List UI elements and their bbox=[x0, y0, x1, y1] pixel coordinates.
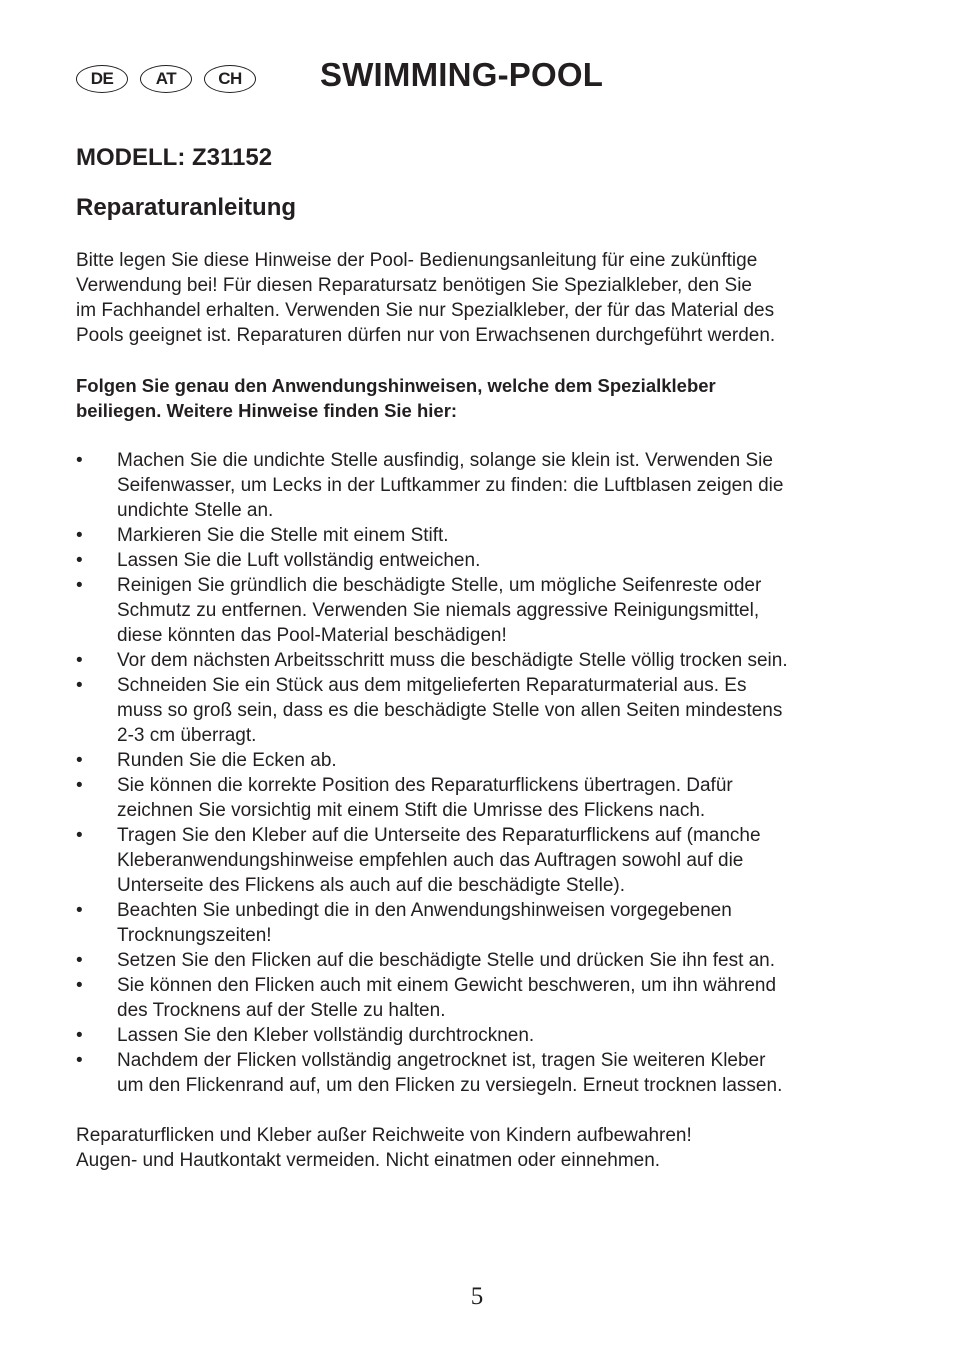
bullet-point: • bbox=[76, 825, 83, 846]
warning-line: Folgen Sie genau den Anwendungshinweisen, welche dem Spezialkleber bbox=[76, 375, 716, 396]
step-text-line: diese könnten das Pool-Material beschädigen! bbox=[117, 625, 507, 646]
step-text-line: Setzen Sie den Flicken auf die beschädigte Stelle und drücken Sie ihn fest an. bbox=[117, 950, 776, 971]
step-text-line: zeichnen Sie vorsichtig mit einem Stift die Umrisse des Flickens nach. bbox=[117, 800, 706, 821]
step-text-line: Unterseite des Flickens als auch auf die beschädigte Stelle). bbox=[117, 875, 625, 896]
list-item bbox=[76, 548, 896, 573]
step-text-line: Kleberanwendungshinweise empfehlen auch das Auftragen sowohl auf die bbox=[117, 850, 744, 871]
step-text-line: Sie können den Flicken auch mit einem Gewicht beschweren, um ihn während bbox=[117, 975, 777, 996]
step-text-line: um den Flickenrand auf, um den Flicken zu versiegeln. Erneut trocknen lassen. bbox=[117, 1075, 783, 1096]
bullet-point: • bbox=[76, 525, 83, 546]
list-item bbox=[76, 673, 896, 748]
list-item bbox=[76, 823, 896, 898]
bullet-point: • bbox=[76, 1025, 83, 1046]
intro-line: im Fachhandel erhalten. Verwenden Sie nur Spezialkleber, der für das Material des bbox=[76, 300, 775, 321]
list-item bbox=[76, 898, 896, 948]
list-item bbox=[76, 523, 896, 548]
page-title: SWIMMING-POOL bbox=[320, 56, 604, 93]
warning-paragraph bbox=[76, 373, 876, 423]
closing-line: Augen- und Hautkontakt vermeiden. Nicht einatmen oder einnehmen. bbox=[76, 1150, 661, 1171]
bullet-point: • bbox=[76, 750, 83, 771]
step-text-line: Tragen Sie den Kleber auf die Unterseite des Reparaturflickens auf (manche bbox=[117, 825, 761, 846]
warning-line: beiliegen. Weitere Hinweise finden Sie hier: bbox=[76, 400, 458, 421]
step-text-line: muss so groß sein, dass es die beschädigte Stelle von allen Seiten mindestens bbox=[117, 700, 783, 721]
bullet-point: • bbox=[76, 450, 83, 471]
step-text-line: undichte Stelle an. bbox=[117, 500, 274, 521]
bullet-point: • bbox=[76, 550, 83, 571]
step-text-line: Beachten Sie unbedingt die in den Anwendungshinweisen vorgegebenen bbox=[117, 900, 732, 921]
step-text-line: Schneiden Sie ein Stück aus dem mitgelieferten Reparaturmaterial aus. Es bbox=[117, 675, 747, 696]
page-number: 5 bbox=[470, 1283, 484, 1310]
step-text-line: Lassen Sie die Luft vollständig entweichen. bbox=[117, 550, 481, 571]
bullet-point: • bbox=[76, 900, 83, 921]
step-text-line: Nachdem der Flicken vollständig angetrocknet ist, tragen Sie weiteren Kleber bbox=[117, 1050, 766, 1071]
list-item bbox=[76, 1048, 896, 1098]
list-item bbox=[76, 948, 896, 973]
bullet-point: • bbox=[76, 575, 83, 596]
list-item bbox=[76, 573, 896, 648]
bullet-point: • bbox=[76, 1050, 83, 1071]
country-badge-at: AT bbox=[140, 65, 192, 93]
step-text-line: Vor dem nächsten Arbeitsschritt muss die beschädigte Stelle völlig trocken sein. bbox=[117, 650, 788, 671]
list-item bbox=[76, 448, 896, 523]
list-item bbox=[76, 748, 896, 773]
model-number: MODELL: Z31152 bbox=[76, 144, 273, 171]
step-text-line: Reinigen Sie gründlich die beschädigte Stelle, um mögliche Seifenreste oder bbox=[117, 575, 762, 596]
section-heading: Reparaturanleitung bbox=[76, 194, 297, 221]
step-text-line: Runden Sie die Ecken ab. bbox=[117, 750, 337, 771]
bullet-point: • bbox=[76, 675, 83, 696]
step-text-line: Seifenwasser, um Lecks in der Luftkammer zu finden: die Luftblasen zeigen die bbox=[117, 475, 784, 496]
intro-line: Verwendung bei! Für diesen Reparatursatz benötigen Sie Spezialkleber, den Sie bbox=[76, 275, 752, 296]
step-text-line: Machen Sie die undichte Stelle ausfindig, solange sie klein ist. Verwenden Sie bbox=[117, 450, 773, 471]
list-item bbox=[76, 773, 896, 823]
bullet-point: • bbox=[76, 775, 83, 796]
closing-line: Reparaturflicken und Kleber außer Reichweite von Kindern aufbewahren! bbox=[76, 1125, 692, 1146]
intro-paragraph bbox=[76, 248, 876, 348]
list-item bbox=[76, 648, 896, 673]
repair-steps-list bbox=[76, 448, 896, 1098]
intro-line: Pools geeignet ist. Reparaturen dürfen nur von Erwachsenen durchgeführt werden. bbox=[76, 325, 776, 346]
bullet-point: • bbox=[76, 950, 83, 971]
intro-line: Bitte legen Sie diese Hinweise der Pool- Bedienungsanleitung für eine zukünftige bbox=[76, 250, 758, 271]
country-badge-ch: CH bbox=[204, 65, 256, 93]
step-text-line: des Trocknens auf der Stelle zu halten. bbox=[117, 1000, 446, 1021]
list-item bbox=[76, 1023, 896, 1048]
step-text-line: Trocknungszeiten! bbox=[117, 925, 272, 946]
bullet-point: • bbox=[76, 975, 83, 996]
step-text-line: Lassen Sie den Kleber vollständig durchtrocknen. bbox=[117, 1025, 535, 1046]
step-text-line: Markieren Sie die Stelle mit einem Stift. bbox=[117, 525, 449, 546]
step-text-line: 2-3 cm überragt. bbox=[117, 725, 257, 746]
closing-paragraph bbox=[76, 1123, 876, 1173]
list-item bbox=[76, 973, 896, 1023]
country-badge-de: DE bbox=[76, 65, 128, 93]
step-text-line: Schmutz zu entfernen. Verwenden Sie niemals aggressive Reinigungsmittel, bbox=[117, 600, 760, 621]
bullet-point: • bbox=[76, 650, 83, 671]
step-text-line: Sie können die korrekte Position des Reparaturflickens übertragen. Dafür bbox=[117, 775, 733, 796]
